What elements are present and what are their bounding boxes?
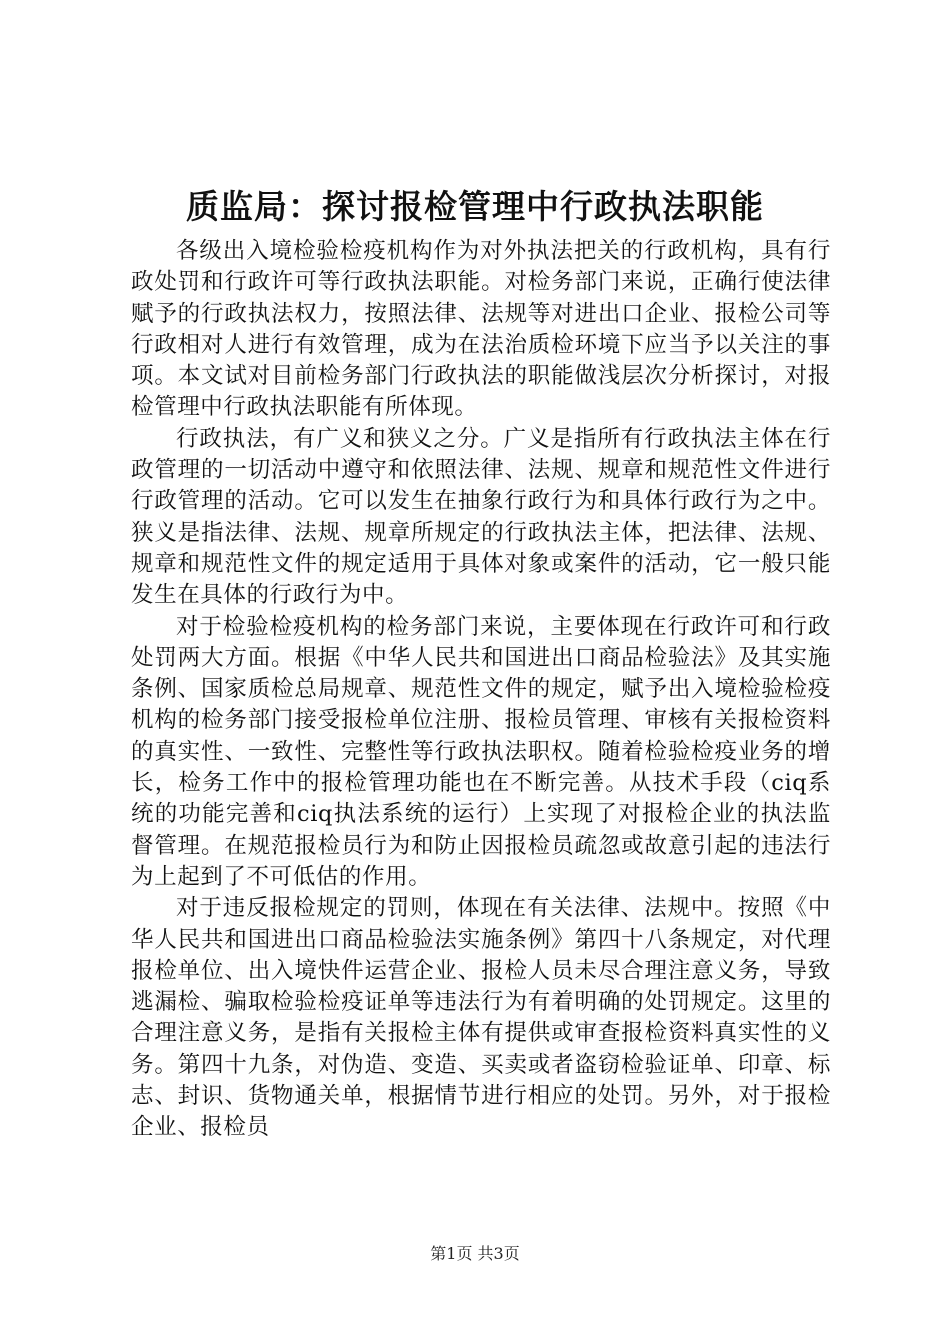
paragraph-2: 行政执法，有广义和狭义之分。广义是指所有行政执法主体在行政管理的一切活动中遵守和依照法律、法规、规章和规范性文件进行行政管理的活动。它可以发生在抽象行政行为和具体行政行为之中。狭义是指法律、法规、规章所规定的行政执法主体，把法律、法规、规章和规范性文件的规定适用于具体对象或案件的活动，它一般只能发生在具体的行政行为中。 — [131, 425, 831, 609]
paragraph-4: 对于违反报检规定的罚则，体现在有关法律、法规中。按照《中华人民共和国进出口商品检验法实施条例》第四十八条规定，对代理报检单位、出入境快件运营企业、报检人员未尽合理注意义务，导致逃漏检、骗取检验检疫证单等违法行为有着明确的处罚规定。这里的合理注意义务，是指有关报检主体有提供或审查报检资料真实性的义务。第四十九条，对伪造、变造、买卖或者盗窃检验证单、印章、标志、封识、货物通关单，根据情节进行相应的处罚。另外，对于报检企业、报检员 — [131, 895, 831, 1141]
document-title: 质监局：探讨报检管理中行政执法职能 — [186, 187, 764, 226]
page-number-footer: 第1页 共3页 — [430, 1244, 520, 1263]
document-body — [131, 236, 831, 1144]
paragraph-3: 对于检验检疫机构的检务部门来说，主要体现在行政许可和行政处罚两大方面。根据《中华人民共和国进出口商品检验法》及其实施条例、国家质检总局规章、规范性文件的规定，赋予出入境检验检疫机构的检务部门接受报检单位注册、报检员管理、审核有关报检资料的真实性、一致性、完整性等行政执法职权。随着检验检疫业务的增长，检务工作中的报检管理功能也在不断完善。从技术手段（ciq系统的功能完善和ciq执法系统的运行）上实现了对报检企业的执法监督管理。在规范报检员行为和防止因报检员疏忽或故意引起的违法行为上起到了不可低估的作用。 — [131, 613, 831, 890]
paragraph-1: 各级出入境检验检疫机构作为对外执法把关的行政机构，具有行政处罚和行政许可等行政执法职能。对检务部门来说，正确行使法律赋予的行政执法权力，按照法律、法规等对进出口企业、报检公司等行政相对人进行有效管理，成为在法治质检环境下应当予以关注的事项。本文试对目前检务部门行政执法的职能做浅层次分析探讨，对报检管理中行政执法职能有所体现。 — [131, 238, 831, 421]
